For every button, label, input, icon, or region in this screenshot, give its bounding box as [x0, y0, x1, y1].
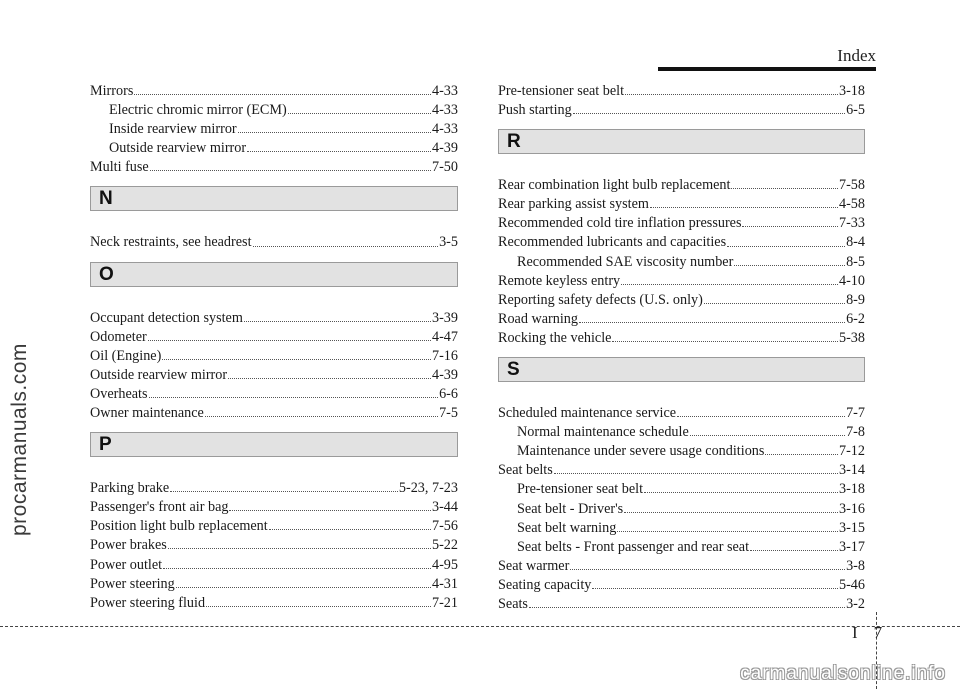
- dot-leader: [734, 265, 845, 266]
- dot-leader: [644, 492, 838, 493]
- entry-page-ref: 4-10: [838, 272, 865, 289]
- index-entry[interactable]: [498, 233, 865, 252]
- entry-term: Multi fuse: [90, 159, 149, 176]
- index-subentry[interactable]: [498, 253, 865, 272]
- dot-leader: [149, 397, 439, 398]
- entry-page-ref: 3-18: [838, 83, 865, 99]
- index-subentry[interactable]: [90, 101, 458, 120]
- entry-term: Recommended cold tire inflation pressures: [498, 215, 742, 232]
- entry-page-ref: 3-2: [846, 595, 865, 612]
- dot-leader: [244, 321, 431, 322]
- dot-leader: [625, 94, 838, 95]
- entry-page-ref: 7-8: [846, 424, 865, 441]
- dot-leader: [288, 113, 431, 114]
- footer-section: I: [852, 623, 858, 642]
- entry-page-ref: 4-39: [431, 366, 458, 383]
- index-entry[interactable]: [90, 404, 458, 423]
- entry-page-ref: 4-33: [431, 83, 458, 99]
- dot-leader: [253, 246, 439, 247]
- dot-leader: [150, 170, 431, 171]
- entry-page-ref: 8-4: [846, 234, 865, 251]
- dot-leader: [750, 550, 838, 551]
- index-entry[interactable]: [498, 557, 865, 576]
- dot-leader: [247, 151, 431, 152]
- entry-page-ref: 7-5: [439, 405, 458, 422]
- dot-leader: [573, 113, 845, 114]
- dot-leader: [765, 454, 838, 455]
- index-entry[interactable]: [90, 517, 458, 536]
- entry-page-ref: 5-38: [838, 329, 865, 346]
- entry-term: Inside rearview mirror: [109, 121, 237, 138]
- entry-page-ref: 3-39: [431, 309, 458, 326]
- entry-term: Power outlet: [90, 556, 163, 573]
- dot-leader: [612, 341, 838, 342]
- index-entry[interactable]: [90, 158, 458, 177]
- dot-leader: [168, 548, 431, 549]
- entry-page-ref: 7-50: [431, 159, 458, 176]
- index-entry[interactable]: [498, 82, 865, 101]
- header-rule: [658, 67, 876, 71]
- entry-term: Owner maintenance: [90, 405, 204, 422]
- entry-page-ref: 3-8: [846, 557, 865, 574]
- entry-page-ref: 5-46: [838, 576, 865, 593]
- entry-page-ref: 7-21: [431, 594, 458, 611]
- entry-page-ref: 3-44: [431, 499, 458, 516]
- entry-term: Electric chromic mirror (ECM): [109, 102, 287, 119]
- entry-term: Rear parking assist system: [498, 196, 649, 213]
- dot-leader: [704, 303, 845, 304]
- entry-term: Parking brake: [90, 480, 170, 497]
- dot-leader: [621, 284, 838, 285]
- index-entry[interactable]: [498, 291, 865, 310]
- entry-page-ref: 4-95: [431, 556, 458, 573]
- entry-page-ref: 4-47: [431, 328, 458, 345]
- index-entry[interactable]: [498, 595, 865, 614]
- index-column-left: [90, 82, 458, 613]
- entry-term: Position light bulb replacement: [90, 518, 268, 535]
- index-subentry[interactable]: [90, 120, 458, 139]
- dot-leader: [170, 491, 398, 492]
- entry-page-ref: 7-58: [838, 177, 865, 194]
- entry-term: Passenger's front air bag: [90, 499, 229, 516]
- entry-page-ref: 3-17: [838, 538, 865, 555]
- entry-page-ref: 6-2: [846, 310, 865, 327]
- dot-leader: [579, 322, 845, 323]
- page-header-title: Index: [837, 46, 876, 65]
- entry-term: Rocking the vehicle: [498, 329, 612, 346]
- dot-leader: [228, 378, 431, 379]
- dot-leader: [205, 416, 438, 417]
- entry-page-ref: 5-23, 7-23: [398, 480, 458, 497]
- index-entry[interactable]: [498, 576, 865, 595]
- entry-term: Power steering: [90, 575, 175, 592]
- entry-term: Normal maintenance schedule: [517, 424, 689, 441]
- section-header-o: O: [90, 262, 458, 287]
- index-entry[interactable]: [90, 479, 458, 498]
- entry-page-ref: 8-5: [846, 253, 865, 270]
- entry-term: Occupant detection system: [90, 309, 243, 326]
- entry-term: Outside rearview mirror: [90, 366, 228, 383]
- entry-term: Recommended lubricants and capacities: [498, 234, 727, 251]
- entry-page-ref: 4-39: [431, 140, 458, 157]
- entry-term: Recommended SAE viscosity number: [517, 253, 734, 270]
- index-entry[interactable]: [90, 556, 458, 575]
- entry-page-ref: 4-31: [431, 575, 458, 592]
- dot-leader: [592, 588, 838, 589]
- index-entry[interactable]: [90, 328, 458, 347]
- index-entry[interactable]: [90, 594, 458, 613]
- dot-leader: [650, 207, 838, 208]
- entry-page-ref: 6-5: [846, 102, 865, 119]
- index-entry[interactable]: [498, 195, 865, 214]
- entry-term: Push starting: [498, 102, 572, 119]
- dot-leader: [163, 568, 431, 569]
- dot-leader: [554, 473, 838, 474]
- index-entry[interactable]: [498, 329, 865, 348]
- entry-term: Seating capacity: [498, 576, 592, 593]
- entry-term: Outside rearview mirror: [109, 140, 247, 157]
- dot-leader: [269, 529, 431, 530]
- index-entry[interactable]: [90, 347, 458, 366]
- dot-leader: [134, 94, 431, 95]
- dot-leader: [176, 587, 431, 588]
- index-entry[interactable]: [498, 461, 865, 480]
- index-entry[interactable]: [90, 233, 458, 252]
- index-entry[interactable]: [498, 272, 865, 291]
- entry-term: Power brakes: [90, 537, 167, 554]
- index-entry[interactable]: [498, 176, 865, 195]
- index-subentry[interactable]: [498, 519, 865, 538]
- entry-term: Seat belts: [498, 462, 553, 479]
- entry-term: Odometer: [90, 328, 147, 345]
- footer-rule: [0, 626, 960, 627]
- entry-term: Mirrors: [90, 83, 134, 99]
- entry-page-ref: 8-9: [846, 291, 865, 308]
- side-watermark-text: procarmanuals.com: [8, 343, 31, 536]
- entry-term: Oil (Engine): [90, 347, 162, 364]
- entry-term: Seats: [498, 595, 528, 612]
- dot-leader: [238, 132, 431, 133]
- index-subentry[interactable]: [498, 480, 865, 499]
- entry-page-ref: 4-33: [431, 102, 458, 119]
- entry-term: Neck restraints, see headrest: [90, 234, 252, 251]
- index-entry[interactable]: [498, 404, 865, 423]
- footer-page-number: [852, 623, 882, 643]
- entry-term: Pre-tensioner seat belt: [517, 481, 644, 498]
- entry-term: Seat belts - Front passenger and rear seat: [517, 538, 750, 555]
- entry-page-ref: 5-22: [431, 537, 458, 554]
- entry-term: Seat belt warning: [517, 519, 617, 536]
- dot-leader: [162, 359, 431, 360]
- index-subentry[interactable]: [498, 538, 865, 557]
- index-entry[interactable]: [90, 498, 458, 517]
- entry-term: Power steering fluid: [90, 594, 206, 611]
- index-subentry[interactable]: [498, 423, 865, 442]
- dot-leader: [617, 531, 838, 532]
- index-entry[interactable]: [90, 366, 458, 385]
- dot-leader: [727, 246, 845, 247]
- entry-page-ref: 3-14: [838, 462, 865, 479]
- index-entry[interactable]: [90, 82, 458, 101]
- entry-page-ref: 7-12: [838, 443, 865, 460]
- dot-leader: [624, 512, 838, 513]
- dot-leader: [229, 510, 431, 511]
- entry-term: Seat warmer: [498, 557, 570, 574]
- dot-leader: [529, 607, 845, 608]
- dot-leader: [677, 416, 845, 417]
- index-entry[interactable]: [90, 575, 458, 594]
- entry-page-ref: 7-7: [846, 405, 865, 422]
- entry-page-ref: 7-33: [838, 215, 865, 232]
- index-subentry[interactable]: [90, 139, 458, 158]
- dot-leader: [570, 569, 845, 570]
- entry-page-ref: 3-16: [838, 500, 865, 517]
- dot-leader: [742, 226, 838, 227]
- section-header-p: P: [90, 432, 458, 457]
- bottom-watermark: carmanualsonline.info: [740, 663, 946, 684]
- index-entry[interactable]: [90, 536, 458, 555]
- entry-page-ref: 3-15: [838, 519, 865, 536]
- entry-term: Reporting safety defects (U.S. only): [498, 291, 703, 308]
- entry-page-ref: 7-16: [431, 347, 458, 364]
- entry-term: Overheats: [90, 385, 148, 402]
- index-entry[interactable]: [90, 309, 458, 328]
- section-header-n: N: [90, 186, 458, 211]
- entry-term: Maintenance under severe usage conditions: [517, 443, 765, 460]
- index-column-right: [498, 82, 865, 614]
- entry-term: Pre-tensioner seat belt: [498, 83, 625, 99]
- entry-page-ref: 7-56: [431, 518, 458, 535]
- dot-leader: [148, 340, 431, 341]
- entry-page-ref: 4-33: [431, 121, 458, 138]
- entry-term: Remote keyless entry: [498, 272, 621, 289]
- entry-page-ref: 3-18: [838, 481, 865, 498]
- index-subentry[interactable]: [498, 500, 865, 519]
- entry-term: Rear combination light bulb replacement: [498, 177, 731, 194]
- entry-term: Scheduled maintenance service: [498, 405, 677, 422]
- section-header-r: R: [498, 129, 865, 154]
- dot-leader: [690, 435, 845, 436]
- entry-page-ref: 6-6: [439, 385, 458, 402]
- dot-leader: [731, 188, 838, 189]
- entry-page-ref: 3-5: [439, 234, 458, 251]
- index-entry[interactable]: [498, 310, 865, 329]
- footer-page: 7: [873, 623, 883, 642]
- index-entry[interactable]: [90, 385, 458, 404]
- section-header-s: S: [498, 357, 865, 382]
- index-entry[interactable]: [498, 214, 865, 233]
- index-entry[interactable]: [498, 101, 865, 120]
- entry-term: Road warning: [498, 310, 578, 327]
- entry-page-ref: 4-58: [838, 196, 865, 213]
- entry-term: Seat belt - Driver's: [517, 500, 624, 517]
- dot-leader: [206, 606, 431, 607]
- index-subentry[interactable]: [498, 442, 865, 461]
